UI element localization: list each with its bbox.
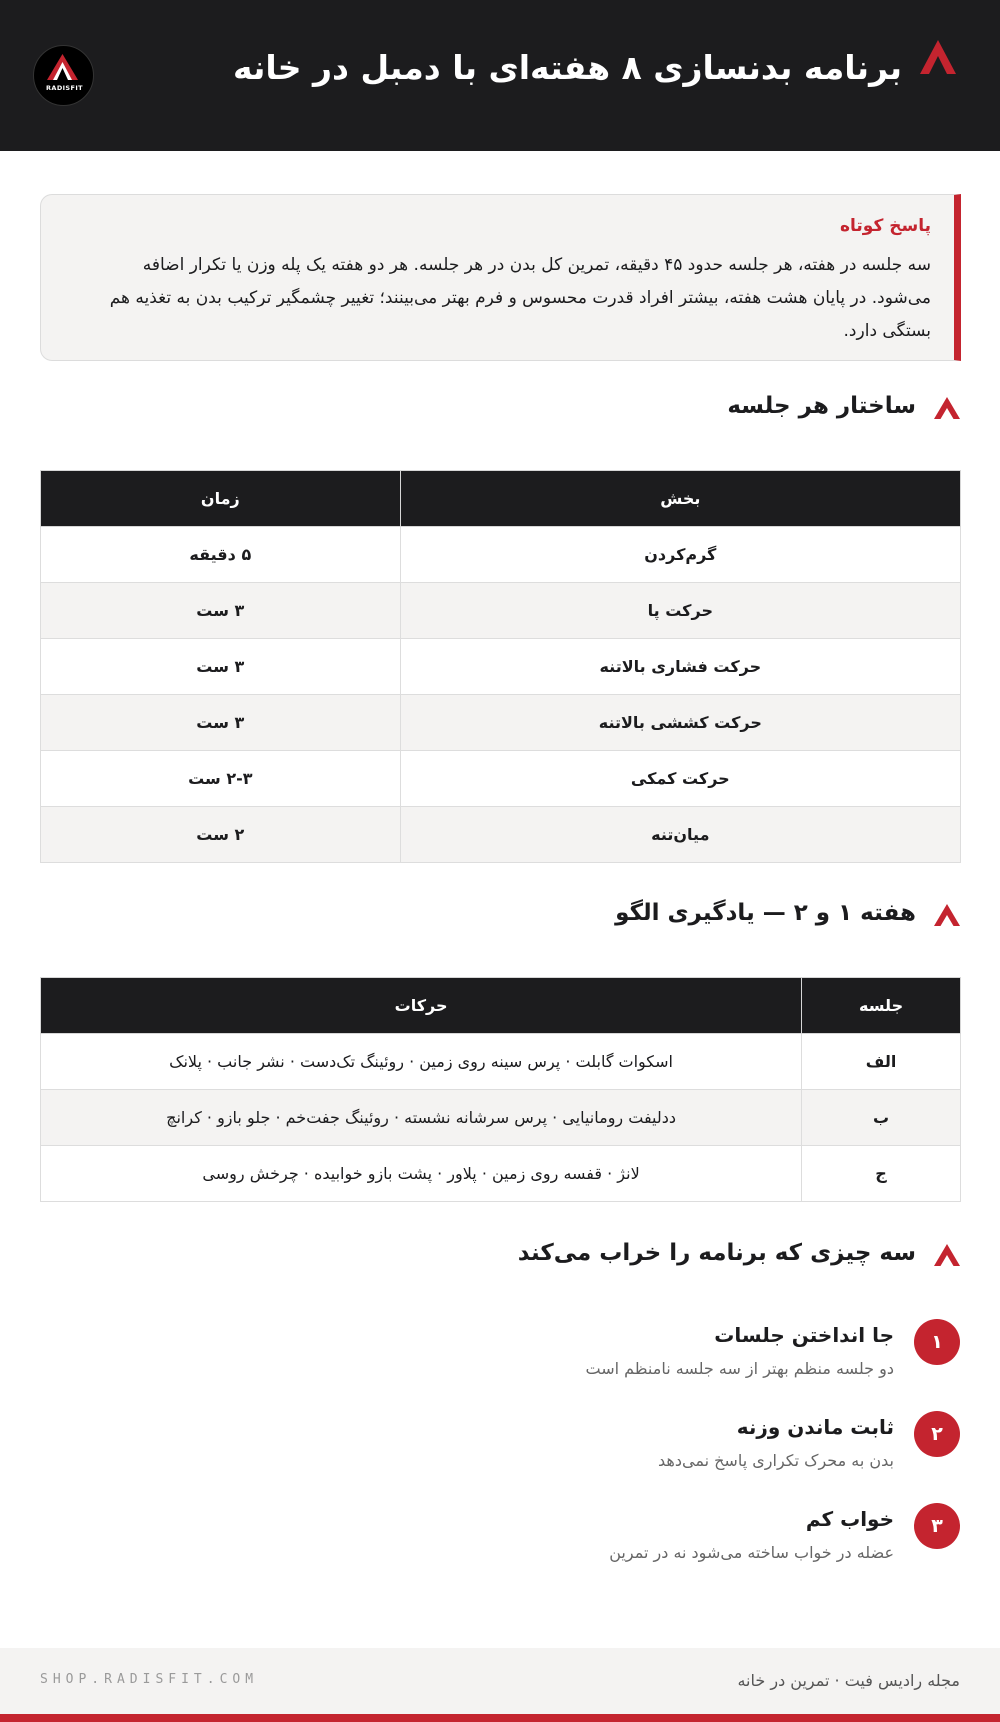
callout-text: سه جلسه در هفته، هر جلسه حدود ۴۵ دقیقه، تمرین کل بدن در هر جلسه. هر دو هفته یک پله وزن یا تکرار اضافه می‌شود. در پایان هشت هفته، بیشتر افراد قدرت محسوس و فرم بهتر می‌بینند؛ تغییر چشمگیر ترکیب بدن به تغذیه هم بستگی دارد. xyxy=(109,255,931,341)
table-cell: ۲ ست xyxy=(41,807,401,863)
table-cell: میان‌تنه xyxy=(400,807,960,863)
table-row xyxy=(41,583,961,639)
list-item xyxy=(40,1411,960,1481)
section-heading-session-structure xyxy=(40,389,960,429)
table-header-row xyxy=(41,471,961,527)
table-cell: ددلیفت رومانیایی · پرس سرشانه نشسته · روئینگ جفت‌خم · جلو بازو · کرانچ xyxy=(41,1090,802,1146)
page-title: برنامه بدنسازی ۸ هفته‌ای با دمبل در خانه xyxy=(232,48,902,87)
page-footer xyxy=(0,1648,1000,1714)
number-badge: ۲ xyxy=(914,1411,960,1457)
list-item-description: بدن به محرک تکراری پاسخ نمی‌دهد xyxy=(658,1451,894,1470)
logo-text: RADISFIT xyxy=(45,84,84,92)
section-heading-three-pitfalls xyxy=(40,1236,960,1276)
table-cell: حرکت فشاری بالاتنه xyxy=(400,639,960,695)
table-row xyxy=(41,807,961,863)
list-item-description: دو جلسه منظم بهتر از سه جلسه نامنظم است xyxy=(585,1359,894,1378)
table-header-row xyxy=(41,978,961,1034)
table-row xyxy=(41,1034,961,1090)
list-item-title: ثابت ماندن وزنه xyxy=(736,1415,894,1439)
table-cell: ۳ ست xyxy=(41,695,401,751)
chevron-mark-icon xyxy=(920,40,956,74)
number-badge: ۳ xyxy=(914,1503,960,1549)
list-item-title: جا انداختن جلسات xyxy=(714,1323,894,1347)
table-cell: حرکت پا xyxy=(400,583,960,639)
table-row xyxy=(41,527,961,583)
table-row xyxy=(41,695,961,751)
chevron-mark-icon xyxy=(934,397,960,419)
footer-shop-link[interactable]: SHOP.RADISFIT.COM xyxy=(40,1672,259,1687)
table-row xyxy=(41,751,961,807)
list-item xyxy=(40,1503,960,1573)
session-structure-table xyxy=(40,470,961,863)
section-title: سه چیزی که برنامه را خراب می‌کند xyxy=(517,1240,916,1266)
footer-credit: مجله رادیس فیت · تمرین در خانه xyxy=(737,1671,960,1690)
table-cell: ۲-۳ ست xyxy=(41,751,401,807)
table-row xyxy=(41,1090,961,1146)
footer-accent-bar xyxy=(0,1714,1000,1722)
column-header-section: بخش xyxy=(400,471,960,527)
number-badge: ۱ xyxy=(914,1319,960,1365)
table-cell: گرم‌کردن xyxy=(400,527,960,583)
table-cell: اسکوات گابلت · پرس سینه روی زمین · روئینگ تک‌دست · نشر جانب · پلانک xyxy=(41,1034,802,1090)
table-row xyxy=(41,639,961,695)
list-item xyxy=(40,1319,960,1389)
table-cell: الف xyxy=(802,1034,961,1090)
table-cell: ج xyxy=(802,1146,961,1202)
table-cell: لانژ · قفسه روی زمین · پلاور · پشت بازو خوابیده · چرخش روسی xyxy=(41,1146,802,1202)
table-cell: حرکت کششی بالاتنه xyxy=(400,695,960,751)
column-header-session: جلسه xyxy=(802,978,961,1034)
week-1-2-table xyxy=(40,977,961,1202)
column-header-exercises: حرکات xyxy=(41,978,802,1034)
table-cell: ۳ ست xyxy=(41,639,401,695)
table-cell: حرکت کمکی xyxy=(400,751,960,807)
callout-label: پاسخ کوتاه xyxy=(839,216,931,236)
table-cell: ب xyxy=(802,1090,961,1146)
page-header xyxy=(0,0,1000,151)
section-heading-week-1-2 xyxy=(40,896,960,936)
table-cell: ۳ ست xyxy=(41,583,401,639)
section-title: ساختار هر جلسه xyxy=(727,393,916,419)
short-answer-callout xyxy=(40,194,961,361)
logo-mountain-icon xyxy=(33,46,93,106)
chevron-mark-icon xyxy=(934,1244,960,1266)
section-title: هفته ۱ و ۲ — یادگیری الگو xyxy=(615,900,916,926)
list-item-description: عضله در خواب ساخته می‌شود نه در تمرین xyxy=(609,1543,894,1562)
list-item-title: خواب کم xyxy=(805,1507,894,1531)
radisfit-logo[interactable] xyxy=(33,45,94,106)
table-row xyxy=(41,1146,961,1202)
table-cell: ۵ دقیقه xyxy=(41,527,401,583)
chevron-mark-icon xyxy=(934,904,960,926)
column-header-time: زمان xyxy=(41,471,401,527)
